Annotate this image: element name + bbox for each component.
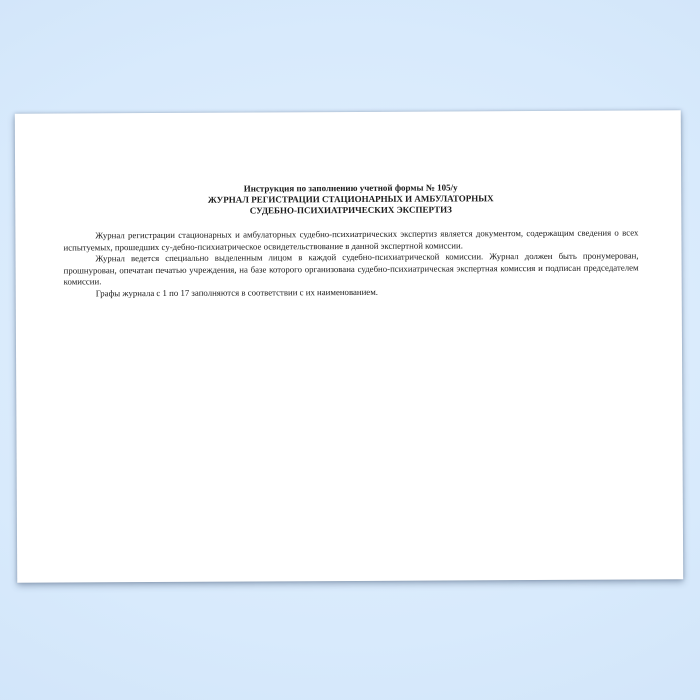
title-line-form-number: Инструкция по заполнению учетной формы № 105/у bbox=[243, 182, 458, 194]
document-page bbox=[15, 110, 683, 582]
document-content bbox=[63, 181, 639, 300]
paragraph-journal-definition: Журнал регистрации стационарных и амбулаторных судебно-психиатрических экспертиз является документом, содержащим сведения о всех испытуемых, прошедших су-дебно-психиатрическое освидетельствование в данной экспертной комиссии. bbox=[63, 227, 639, 253]
document-title bbox=[63, 181, 638, 217]
paragraph-journal-keeping-rules: Журнал ведется специально выделенным лицом в каждой судебно-психиатрической комиссии. Журнал должен быть пронумерован, прошнурован, опечатан печатью учреждения, на базе которого организована судебно-психиатрическая экспертная комиссия и подписан председателем комиссии. bbox=[63, 250, 639, 287]
paragraph-columns-note: Графы журнала с 1 по 17 заполняются в соответствии с их наименованием. bbox=[95, 286, 379, 299]
title-line-journal-name-2: СУДЕБНО-ПСИХИАТРИЧЕСКИХ ЭКСПЕРТИЗ bbox=[249, 204, 452, 216]
title-line-journal-name: ЖУРНАЛ РЕГИСТРАЦИИ СТАЦИОНАРНЫХ И АМБУЛАТОРНЫХ bbox=[207, 193, 494, 205]
